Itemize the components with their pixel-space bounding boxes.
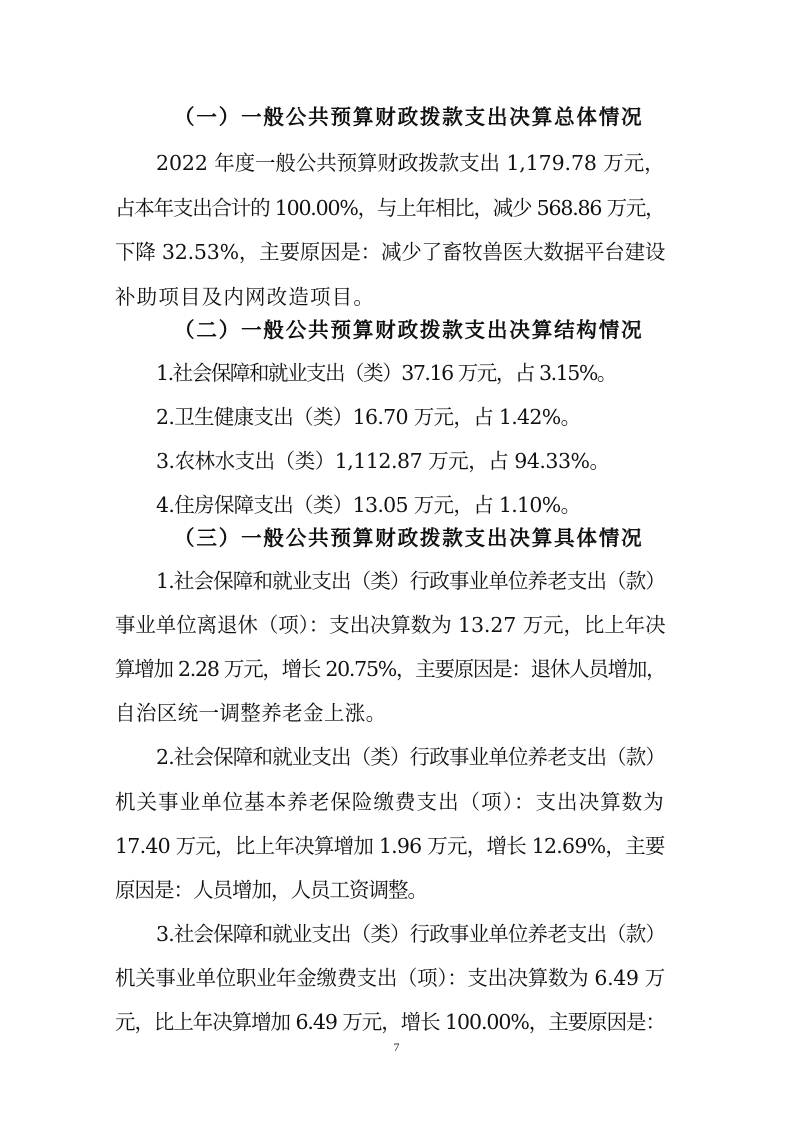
paragraph-line: 原因是：人员增加，人员工资调整。 <box>115 878 427 902</box>
paragraph-line: 自治区统一调整养老金上涨。 <box>115 701 387 725</box>
paragraph-line: 2022 年度一般公共预算财政拨款支出 1,179.78 万元， <box>156 151 665 175</box>
list-item: 3.农林水支出（类）1,112.87 万元，占 94.33%。 <box>156 449 610 473</box>
list-item: 1.社会保障和就业支出（类）37.16 万元，占 3.15%。 <box>156 361 616 385</box>
section-heading-2: （二）一般公共预算财政拨款支出决算结构情况 <box>174 318 644 342</box>
paragraph-line: 事业单位离退休（项）：支出决算数为 13.27 万元，比上年决 <box>115 613 666 637</box>
list-item: 4.住房保障支出（类）13.05 万元，占 1.10%。 <box>156 493 581 517</box>
paragraph-line: 机关事业单位基本养老保险缴费支出（项）：支出决算数为 <box>115 790 665 814</box>
paragraph-line: 3.社会保障和就业支出（类）行政事业单位养老支出（款） <box>156 922 666 946</box>
paragraph-line: 17.40 万元，比上年决算增加 1.96 万元，增长 12.69%，主要 <box>115 834 665 858</box>
paragraph-line: 1.社会保障和就业支出（类）行政事业单位养老支出（款） <box>156 569 666 593</box>
paragraph-line: 占本年支出合计的 100.00%，与上年相比，减少 568.86 万元， <box>115 196 665 220</box>
paragraph-line: 2.社会保障和就业支出（类）行政事业单位养老支出（款） <box>156 745 666 769</box>
section-heading-1: （一）一般公共预算财政拨款支出决算总体情况 <box>174 105 644 129</box>
list-item: 2.卫生健康支出（类）16.70 万元，占 1.42%。 <box>156 405 581 429</box>
paragraph-line: 机关事业单位职业年金缴费支出（项）：支出决算数为 6.49 万 <box>115 966 665 990</box>
page-number: 7 <box>393 1040 400 1054</box>
paragraph-line: 算增加 2.28 万元，增长 20.75%，主要原因是：退休人员增加， <box>115 657 666 681</box>
paragraph-line: 补助项目及内网改造项目。 <box>115 285 375 309</box>
paragraph-line: 元，比上年决算增加 6.49 万元，增长 100.00%，主要原因是： <box>115 1010 665 1034</box>
section-heading-3: （三）一般公共预算财政拨款支出决算具体情况 <box>174 526 644 550</box>
paragraph-line: 下降 32.53%，主要原因是：减少了畜牧兽医大数据平台建设 <box>115 240 666 264</box>
